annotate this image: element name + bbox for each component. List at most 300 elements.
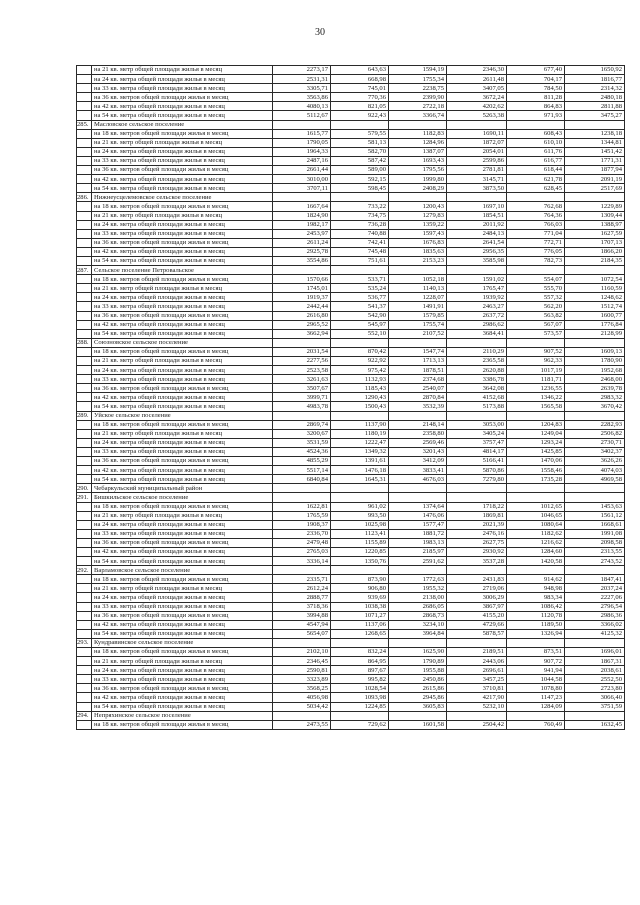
value-cell: 3010,00 xyxy=(273,175,331,184)
row-label: на 36 кв. метров общей площади жилья в месяц xyxy=(92,238,273,247)
section-number: 285. xyxy=(77,120,92,129)
value-cell: 3751,59 xyxy=(565,702,625,711)
row-label: на 18 кв. метров общей площади жилья в месяц xyxy=(92,275,273,284)
row-number-cell xyxy=(77,220,92,229)
table-row xyxy=(77,320,625,329)
value-cell: 784,50 xyxy=(507,84,565,93)
section-title: Непряхинское сельское поселение xyxy=(92,711,273,720)
row-label: на 24 кв. метра общей площади жилья в месяц xyxy=(92,666,273,675)
value-cell: 873,51 xyxy=(507,648,565,657)
value-cell: 1877,94 xyxy=(565,166,625,175)
value-cell: 1120,78 xyxy=(507,611,565,620)
value-cell: 2930,92 xyxy=(447,547,507,556)
value-cell: 1835,63 xyxy=(389,247,447,256)
value-cell: 2273,17 xyxy=(273,66,331,75)
value-cell: 2021,39 xyxy=(447,520,507,529)
section-header-row xyxy=(77,711,625,720)
value-cell: 2153,23 xyxy=(389,256,447,265)
value-cell: 1309,44 xyxy=(565,211,625,220)
table-row xyxy=(77,575,625,584)
value-cell: 5112,67 xyxy=(273,111,331,120)
value-cell: 2719,06 xyxy=(447,584,507,593)
table-row xyxy=(77,584,625,593)
value-cell: 2399,90 xyxy=(389,93,447,102)
row-number-cell xyxy=(77,138,92,147)
value-cell: 1268,65 xyxy=(331,629,389,638)
table-row xyxy=(77,175,625,184)
value-cell: 4969,58 xyxy=(565,475,625,484)
value-cell: 2591,62 xyxy=(389,557,447,566)
empty-cell xyxy=(507,193,565,202)
table-row xyxy=(77,220,625,229)
value-cell: 1824,90 xyxy=(273,211,331,220)
row-number-cell xyxy=(77,66,92,75)
row-number-cell xyxy=(77,611,92,620)
value-cell: 1500,43 xyxy=(331,402,389,411)
table-row xyxy=(77,511,625,520)
value-cell: 621,78 xyxy=(507,175,565,184)
tariff-table xyxy=(76,65,625,730)
value-cell: 771,04 xyxy=(507,229,565,238)
row-label: на 21 кв. метр общей площади жилья в месяц xyxy=(92,211,273,220)
empty-cell xyxy=(273,193,331,202)
value-cell: 611,76 xyxy=(507,147,565,156)
value-cell: 2611,24 xyxy=(273,238,331,247)
value-cell: 4855,29 xyxy=(273,457,331,466)
value-cell: 1072,54 xyxy=(565,275,625,284)
value-cell: 2365,58 xyxy=(447,357,507,366)
value-cell: 1200,43 xyxy=(389,202,447,211)
value-cell: 1991,08 xyxy=(565,529,625,538)
value-cell: 3684,41 xyxy=(447,329,507,338)
row-number-cell xyxy=(77,238,92,247)
row-label: на 33 кв. метра общей площади жилья в месяц xyxy=(92,375,273,384)
row-label: на 18 кв. метров общей площади жилья в месяц xyxy=(92,129,273,138)
empty-cell xyxy=(447,338,507,347)
value-cell: 3261,63 xyxy=(273,375,331,384)
value-cell: 1182,83 xyxy=(389,129,447,138)
value-cell: 3305,71 xyxy=(273,84,331,93)
row-label: на 24 кв. метра общей площади жилья в месяц xyxy=(92,593,273,602)
row-label: на 36 кв. метров общей площади жилья в месяц xyxy=(92,384,273,393)
empty-cell xyxy=(389,484,447,493)
row-number-cell xyxy=(77,293,92,302)
value-cell: 3563,86 xyxy=(273,93,331,102)
empty-cell xyxy=(447,193,507,202)
value-cell: 770,36 xyxy=(331,93,389,102)
table-row xyxy=(77,438,625,447)
row-label: на 54 кв. метра общей площади жилья в месяц xyxy=(92,475,273,484)
value-cell: 3670,42 xyxy=(565,402,625,411)
value-cell: 1872,07 xyxy=(447,138,507,147)
value-cell: 2107,52 xyxy=(389,329,447,338)
value-cell: 1765,59 xyxy=(273,511,331,520)
row-number-cell xyxy=(77,693,92,702)
value-cell: 1228,07 xyxy=(389,293,447,302)
value-cell: 4547,94 xyxy=(273,620,331,629)
value-cell: 2443,06 xyxy=(447,657,507,666)
row-number-cell xyxy=(77,75,92,84)
value-cell: 2335,71 xyxy=(273,575,331,584)
value-cell: 2453,97 xyxy=(273,229,331,238)
value-cell: 1878,51 xyxy=(389,366,447,375)
value-cell: 2148,14 xyxy=(389,420,447,429)
value-cell: 1181,71 xyxy=(507,375,565,384)
section-number: 292. xyxy=(77,566,92,575)
value-cell: 2110,29 xyxy=(447,347,507,356)
row-number-cell xyxy=(77,329,92,338)
row-label: на 24 кв. метра общей площади жилья в месяц xyxy=(92,366,273,375)
value-cell: 5878,57 xyxy=(447,629,507,638)
row-label: на 42 кв. метра общей площади жилья в месяц xyxy=(92,102,273,111)
value-cell: 832,24 xyxy=(331,648,389,657)
empty-cell xyxy=(331,411,389,420)
table-row xyxy=(77,384,625,393)
row-number-cell xyxy=(77,393,92,402)
row-label: на 21 кв. метр общей площади жилья в месяц xyxy=(92,657,273,666)
value-cell: 555,70 xyxy=(507,284,565,293)
row-label: на 42 кв. метра общей площади жилья в месяц xyxy=(92,320,273,329)
table-row xyxy=(77,129,625,138)
row-label: на 54 кв. метра общей площади жилья в месяц xyxy=(92,329,273,338)
value-cell: 2238,75 xyxy=(389,84,447,93)
row-label: на 24 кв. метра общей площади жилья в месяц xyxy=(92,438,273,447)
row-label: на 42 кв. метра общей площади жилья в месяц xyxy=(92,175,273,184)
empty-cell xyxy=(565,411,625,420)
value-cell: 3568,25 xyxy=(273,684,331,693)
row-label: на 24 кв. метра общей площади жилья в месяц xyxy=(92,147,273,156)
value-cell: 618,44 xyxy=(507,166,565,175)
table-row xyxy=(77,429,625,438)
section-header-row xyxy=(77,484,625,493)
table-row xyxy=(77,166,625,175)
empty-cell xyxy=(389,338,447,347)
row-label: на 21 кв. метр общей площади жилья в месяц xyxy=(92,284,273,293)
value-cell: 1137,90 xyxy=(331,420,389,429)
value-cell: 1238,18 xyxy=(565,129,625,138)
value-cell: 3537,28 xyxy=(447,557,507,566)
empty-cell xyxy=(565,193,625,202)
value-cell: 2346,45 xyxy=(273,657,331,666)
row-number-cell xyxy=(77,720,92,729)
value-cell: 545,97 xyxy=(331,320,389,329)
row-label: на 54 кв. метра общей площади жилья в месяц xyxy=(92,629,273,638)
row-number-cell xyxy=(77,247,92,256)
value-cell: 1279,83 xyxy=(389,211,447,220)
table-row xyxy=(77,156,625,165)
row-number-cell xyxy=(77,584,92,593)
section-title: Союзновское сельское поселение xyxy=(92,338,273,347)
value-cell: 2128,99 xyxy=(565,329,625,338)
value-cell: 2637,72 xyxy=(447,311,507,320)
section-number: 286. xyxy=(77,193,92,202)
value-cell: 2054,01 xyxy=(447,147,507,156)
row-number-cell xyxy=(77,275,92,284)
value-cell: 1964,33 xyxy=(273,147,331,156)
value-cell: 563,82 xyxy=(507,311,565,320)
value-cell: 2696,61 xyxy=(447,666,507,675)
value-cell: 1790,05 xyxy=(273,138,331,147)
value-cell: 704,17 xyxy=(507,75,565,84)
value-cell: 3145,71 xyxy=(447,175,507,184)
value-cell: 3407,05 xyxy=(447,84,507,93)
value-cell: 3710,81 xyxy=(447,684,507,693)
section-header-row xyxy=(77,120,625,129)
row-number-cell xyxy=(77,520,92,529)
value-cell: 2184,35 xyxy=(565,256,625,265)
empty-cell xyxy=(389,638,447,647)
value-cell: 1558,46 xyxy=(507,466,565,475)
row-label: на 36 кв. метров общей площади жилья в месяц xyxy=(92,166,273,175)
value-cell: 1600,77 xyxy=(565,311,625,320)
value-cell: 2641,54 xyxy=(447,238,507,247)
value-cell: 2552,50 xyxy=(565,675,625,684)
row-number-cell xyxy=(77,457,92,466)
table-row xyxy=(77,657,625,666)
value-cell: 1952,68 xyxy=(565,366,625,375)
value-cell: 562,20 xyxy=(507,302,565,311)
empty-cell xyxy=(331,484,389,493)
value-cell: 1707,13 xyxy=(565,238,625,247)
value-cell: 1476,18 xyxy=(331,466,389,475)
value-cell: 1326,94 xyxy=(507,629,565,638)
value-cell: 589,00 xyxy=(331,166,389,175)
value-cell: 922,43 xyxy=(331,111,389,120)
row-number-cell xyxy=(77,475,92,484)
value-cell: 643,63 xyxy=(331,66,389,75)
row-label: на 54 кв. метра общей площади жилья в месяц xyxy=(92,111,273,120)
value-cell: 1086,42 xyxy=(507,602,565,611)
value-cell: 1216,62 xyxy=(507,538,565,547)
value-cell: 4217,90 xyxy=(447,693,507,702)
empty-cell xyxy=(273,484,331,493)
value-cell: 1290,43 xyxy=(331,393,389,402)
row-number-cell xyxy=(77,629,92,638)
value-cell: 1597,43 xyxy=(389,229,447,238)
table-row xyxy=(77,293,625,302)
empty-cell xyxy=(331,711,389,720)
value-cell: 2743,52 xyxy=(565,557,625,566)
value-cell: 2765,03 xyxy=(273,547,331,556)
empty-cell xyxy=(565,120,625,129)
value-cell: 2869,74 xyxy=(273,420,331,429)
value-cell: 1189,50 xyxy=(507,620,565,629)
value-cell: 1249,04 xyxy=(507,429,565,438)
row-label: на 36 кв. метров общей площади жилья в месяц xyxy=(92,538,273,547)
value-cell: 1284,96 xyxy=(389,138,447,147)
row-number-cell xyxy=(77,284,92,293)
value-cell: 1155,89 xyxy=(331,538,389,547)
row-number-cell xyxy=(77,320,92,329)
value-cell: 5263,38 xyxy=(447,111,507,120)
table-row xyxy=(77,420,625,429)
empty-cell xyxy=(331,193,389,202)
value-cell: 2627,75 xyxy=(447,538,507,547)
value-cell: 3531,59 xyxy=(273,438,331,447)
value-cell: 2888,77 xyxy=(273,593,331,602)
value-cell: 2282,93 xyxy=(565,420,625,429)
empty-cell xyxy=(389,493,447,502)
empty-cell xyxy=(331,566,389,575)
value-cell: 751,61 xyxy=(331,256,389,265)
value-cell: 2590,81 xyxy=(273,666,331,675)
row-number-cell xyxy=(77,175,92,184)
value-cell: 1765,47 xyxy=(447,284,507,293)
value-cell: 1790,89 xyxy=(389,657,447,666)
value-cell: 2506,82 xyxy=(565,429,625,438)
value-cell: 1939,92 xyxy=(447,293,507,302)
row-label: на 33 кв. метра общей площади жилья в месяц xyxy=(92,229,273,238)
value-cell: 1867,31 xyxy=(565,657,625,666)
value-cell: 1512,74 xyxy=(565,302,625,311)
empty-cell xyxy=(565,484,625,493)
table-row xyxy=(77,557,625,566)
empty-cell xyxy=(507,411,565,420)
value-cell: 1697,10 xyxy=(447,202,507,211)
table-row xyxy=(77,311,625,320)
table-row xyxy=(77,529,625,538)
value-cell: 1690,11 xyxy=(447,129,507,138)
value-cell: 4080,13 xyxy=(273,102,331,111)
value-cell: 1601,58 xyxy=(389,720,447,729)
row-label: на 36 кв. метров общей площади жилья в месяц xyxy=(92,457,273,466)
table-row xyxy=(77,229,625,238)
value-cell: 760,49 xyxy=(507,720,565,729)
value-cell: 2722,18 xyxy=(389,102,447,111)
row-number-cell xyxy=(77,366,92,375)
row-number-cell xyxy=(77,375,92,384)
value-cell: 2811,88 xyxy=(565,102,625,111)
value-cell: 1570,66 xyxy=(273,275,331,284)
value-cell: 870,42 xyxy=(331,347,389,356)
empty-cell xyxy=(389,266,447,275)
table-row xyxy=(77,211,625,220)
section-title: Сельское поселение Петровальское xyxy=(92,266,273,275)
value-cell: 3200,67 xyxy=(273,429,331,438)
value-cell: 2986,62 xyxy=(447,320,507,329)
row-number-cell xyxy=(77,129,92,138)
value-cell: 5232,10 xyxy=(447,702,507,711)
section-number: 289. xyxy=(77,411,92,420)
value-cell: 811,28 xyxy=(507,93,565,102)
value-cell: 772,71 xyxy=(507,238,565,247)
empty-cell xyxy=(447,638,507,647)
value-cell: 2487,16 xyxy=(273,156,331,165)
row-number-cell xyxy=(77,429,92,438)
value-cell: 552,10 xyxy=(331,329,389,338)
value-cell: 914,62 xyxy=(507,575,565,584)
value-cell: 1222,47 xyxy=(331,438,389,447)
value-cell: 1180,19 xyxy=(331,429,389,438)
value-cell: 3006,29 xyxy=(447,593,507,602)
empty-cell xyxy=(565,638,625,647)
value-cell: 745,48 xyxy=(331,247,389,256)
value-cell: 1093,98 xyxy=(331,693,389,702)
table-row xyxy=(77,102,625,111)
value-cell: 1772,63 xyxy=(389,575,447,584)
row-number-cell xyxy=(77,657,92,666)
value-cell: 1204,83 xyxy=(507,420,565,429)
table-row xyxy=(77,620,625,629)
value-cell: 2431,83 xyxy=(447,575,507,584)
value-cell: 2189,51 xyxy=(447,648,507,657)
value-cell: 2945,86 xyxy=(389,693,447,702)
row-number-cell xyxy=(77,184,92,193)
empty-cell xyxy=(331,638,389,647)
value-cell: 1220,85 xyxy=(331,547,389,556)
row-label: на 24 кв. метра общей площади жилья в месяц xyxy=(92,293,273,302)
value-cell: 5517,14 xyxy=(273,466,331,475)
value-cell: 2956,35 xyxy=(447,247,507,256)
row-number-cell xyxy=(77,502,92,511)
value-cell: 3867,97 xyxy=(447,602,507,611)
value-cell: 2730,71 xyxy=(565,438,625,447)
row-label: на 54 кв. метра общей площади жилья в месяц xyxy=(92,402,273,411)
value-cell: 3507,67 xyxy=(273,384,331,393)
row-number-cell xyxy=(77,357,92,366)
table-row xyxy=(77,75,625,84)
value-cell: 2011,92 xyxy=(447,220,507,229)
table-row xyxy=(77,693,625,702)
row-label: на 24 кв. метра общей площади жилья в месяц xyxy=(92,220,273,229)
section-title: Масловское сельское поселение xyxy=(92,120,273,129)
row-number-cell xyxy=(77,575,92,584)
row-number-cell xyxy=(77,447,92,456)
row-label: на 24 кв. метра общей площади жилья в месяц xyxy=(92,75,273,84)
empty-cell xyxy=(389,411,447,420)
empty-cell xyxy=(565,566,625,575)
value-cell: 1955,88 xyxy=(389,666,447,675)
row-number-cell xyxy=(77,648,92,657)
row-number-cell xyxy=(77,557,92,566)
row-label: на 33 кв. метра общей площади жилья в месяц xyxy=(92,529,273,538)
table-row xyxy=(77,520,625,529)
section-title: Нижнеусцелемовское сельское поселение xyxy=(92,193,273,202)
value-cell: 608,43 xyxy=(507,129,565,138)
row-label: на 21 кв. метр общей площади жилья в месяц xyxy=(92,66,273,75)
value-cell: 1028,54 xyxy=(331,684,389,693)
table-row xyxy=(77,457,625,466)
table-row xyxy=(77,447,625,456)
value-cell: 2480,18 xyxy=(565,93,625,102)
value-cell: 2277,56 xyxy=(273,357,331,366)
empty-cell xyxy=(331,266,389,275)
value-cell: 628,45 xyxy=(507,184,565,193)
value-cell: 610,10 xyxy=(507,138,565,147)
empty-cell xyxy=(507,711,565,720)
value-cell: 1881,72 xyxy=(389,529,447,538)
value-cell: 2517,69 xyxy=(565,184,625,193)
value-cell: 1025,98 xyxy=(331,520,389,529)
section-title: Уйское сельское поселение xyxy=(92,411,273,420)
table-row xyxy=(77,547,625,556)
row-number-cell xyxy=(77,538,92,547)
value-cell: 971,93 xyxy=(507,111,565,120)
empty-cell xyxy=(565,338,625,347)
value-cell: 1229,89 xyxy=(565,202,625,211)
empty-cell xyxy=(565,493,625,502)
value-cell: 1185,43 xyxy=(331,384,389,393)
value-cell: 1017,19 xyxy=(507,366,565,375)
value-cell: 2620,88 xyxy=(447,366,507,375)
value-cell: 4202,62 xyxy=(447,102,507,111)
table-row xyxy=(77,329,625,338)
value-cell: 3366,74 xyxy=(389,111,447,120)
value-cell: 2723,80 xyxy=(565,684,625,693)
value-cell: 1137,06 xyxy=(331,620,389,629)
value-cell: 3964,84 xyxy=(389,629,447,638)
value-cell: 1776,84 xyxy=(565,320,625,329)
